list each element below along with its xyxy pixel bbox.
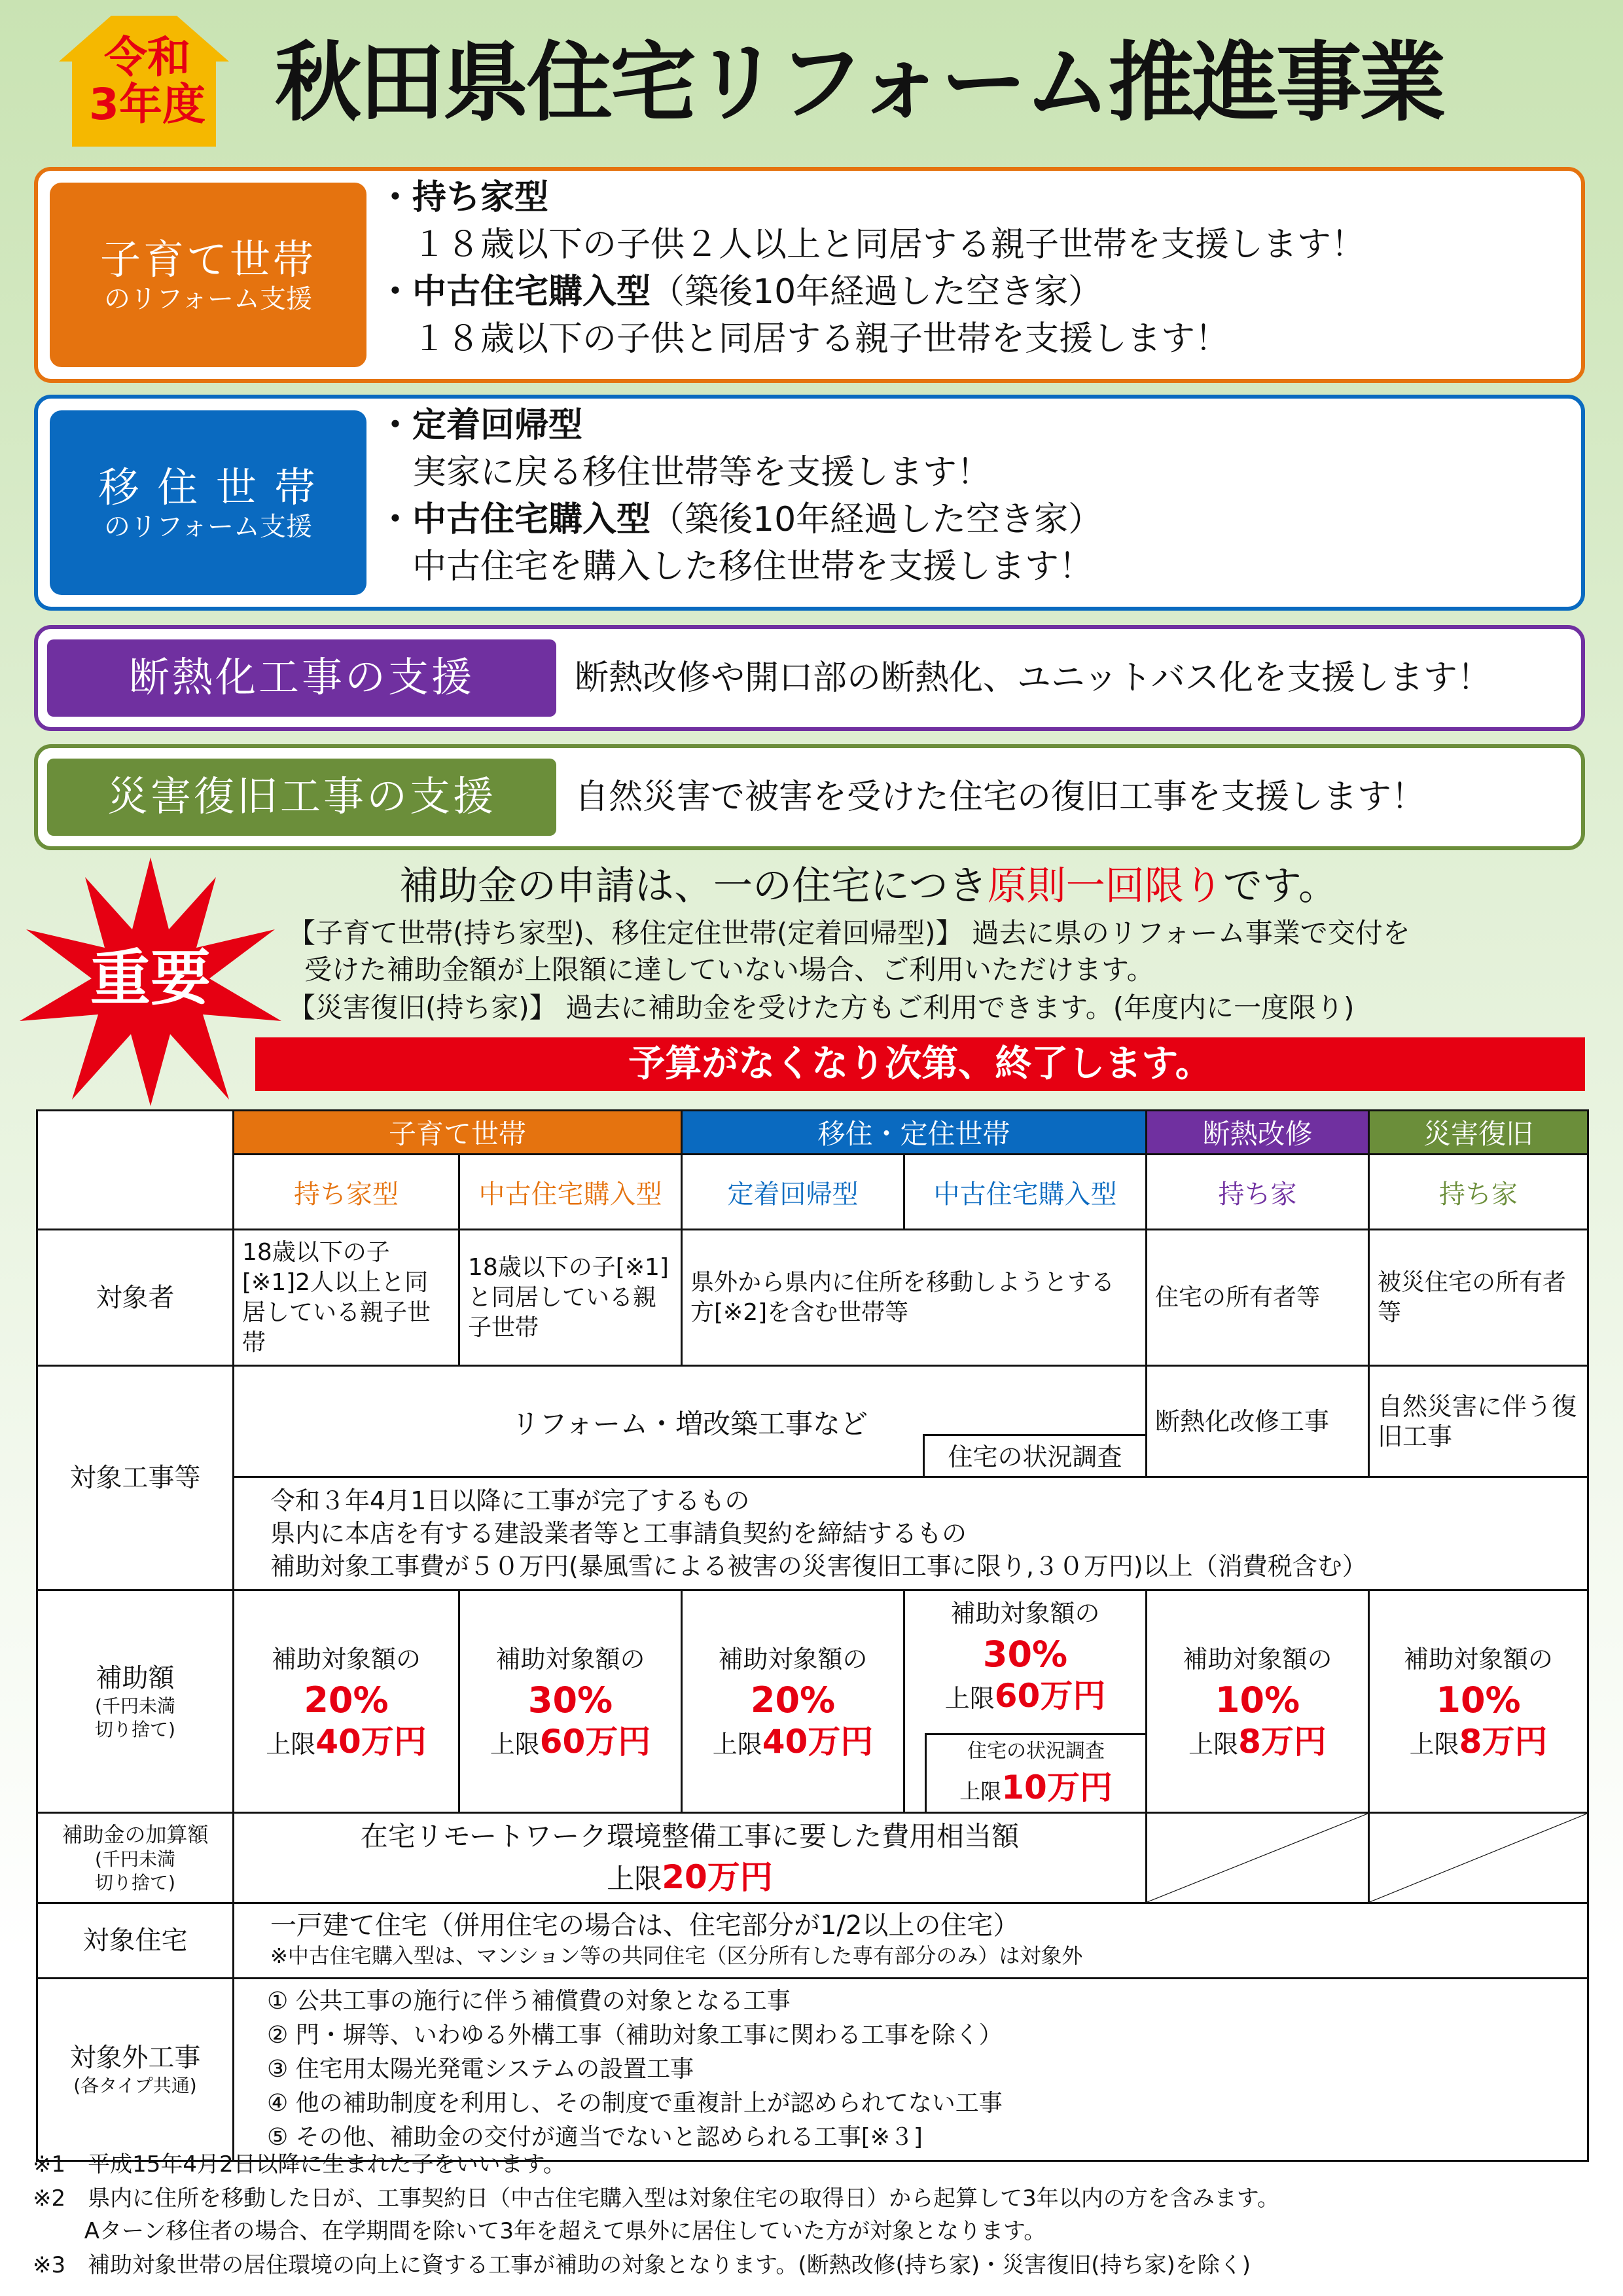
amount-cell: 補助対象額の 30% 上限60万円 住宅の状況調査 上限10万円: [904, 1590, 1147, 1813]
migration-line-4: 中古住宅を購入した移住世帯を支援します！: [378, 547, 1094, 586]
type-header-used-house-migration: 中古住宅購入型: [904, 1155, 1147, 1230]
works-condition-3: 補助対象工事費が５０万円(暴風雪による被害の災害復旧工事に限り,３０万円)以上（消費税含む）: [270, 1552, 1367, 1581]
migration-line-3: ・中古住宅購入型（築後10年経過した空き家）: [378, 500, 1103, 539]
table-corner: [37, 1111, 234, 1230]
amount-cell: 補助対象額の 10% 上限8万円: [1147, 1590, 1369, 1813]
insulation-text: 断熱改修や開口部の断熱化、ユニットバス化を支援します！: [575, 658, 1491, 698]
table-header-row-types: [37, 1155, 1588, 1230]
list-item: ① 公共工事の施行に伴う補償費の対象となる工事: [267, 1988, 791, 2015]
row-head-addon: 補助金の加算額 (千円未満 切り捨て): [37, 1813, 234, 1903]
category-childcare: [34, 167, 1585, 383]
category-insulation-label: [47, 639, 556, 717]
footnote-2-cont: Aターン移住者の場合、在学期間を除いて3年を超えて県外に居住していた方が対象となります。: [33, 2218, 1046, 2244]
works-condition-1: 令和３年4月1日以降に工事が完了するもの: [270, 1486, 750, 1515]
row-head-excluded: 対象外工事 (各タイプ共通): [37, 1979, 234, 2161]
migration-line-2: 実家に戻る移住世帯等を支援します！: [378, 453, 991, 492]
important-line-3: 【災害復旧(持ち家)】 過去に補助金を受けた方もご利用できます。(年度内に一度限り): [288, 992, 1355, 1024]
childcare-line-3: ・中古住宅購入型（築後10年経過した空き家）: [378, 272, 1103, 312]
works-condition-2: 県内に本店を有する建設業者等と工事請負契約を締結するもの: [270, 1519, 967, 1548]
housing-line-1: 一戸建て住宅（併用住宅の場合は、住宅部分が1/2以上の住宅）: [270, 1910, 1020, 1941]
works-conditions: [234, 1477, 1588, 1590]
table-row: [37, 1230, 1588, 1366]
diagonal-slash-icon: [1147, 1814, 1368, 1902]
target-cell: 住宅の所有者等: [1147, 1230, 1369, 1366]
housing-line-2: ※中古住宅購入型は、マンション等の共同住宅（区分所有した専有部分のみ）は対象外: [270, 1943, 1083, 1968]
target-cell: 県外から県内に住所を移動しようとする方[※2]を含む世帯等: [682, 1230, 1147, 1366]
era-line-1: 令和: [104, 32, 190, 82]
addon-empty-insulation: [1147, 1813, 1369, 1903]
category-migration-label: [50, 410, 366, 595]
row-head-housing: 対象住宅: [37, 1903, 234, 1979]
list-item: ⑤ その他、補助金の交付が適当でないと認められる工事[※３]: [267, 2124, 923, 2151]
row-head-targets: 対象者: [37, 1230, 234, 1366]
amount-cell: 補助対象額の 20% 上限40万円: [682, 1590, 904, 1813]
row-head-amount: 補助額 (千円未満 切り捨て): [37, 1590, 234, 1813]
works-main-cell: [234, 1366, 1147, 1477]
childcare-line-4: １８歳以下の子供と同居する親子世帯を支援します！: [378, 319, 1230, 359]
works-insulation: 断熱化改修工事: [1147, 1366, 1369, 1477]
target-cell: 被災住宅の所有者等: [1369, 1230, 1588, 1366]
works-main-text: リフォーム・増改築工事など: [512, 1408, 868, 1440]
group-header-childcare: 子育て世帯: [234, 1111, 682, 1155]
footnote-1: ※1 平成15年4月2日以降に生まれた子をいいます。: [33, 2151, 565, 2178]
page-title: 秋田県住宅リフォーム推進事業: [275, 33, 1444, 134]
group-header-migration: 移住・定住世帯: [682, 1111, 1147, 1155]
list-item: ④ 他の補助制度を利用し、その制度で重複計上が認められてない工事: [267, 2090, 1003, 2117]
amount-cell: 補助対象額の 30% 上限60万円: [459, 1590, 682, 1813]
table-row: [37, 1477, 1588, 1590]
amount-survey-box: 住宅の状況調査 上限10万円: [925, 1733, 1145, 1812]
category-childcare-sub: のリフォーム支援: [104, 284, 312, 314]
footnote-2: ※2 県内に住所を移動した日が、工事契約日（中古住宅購入型は対象住宅の取得日）から起算して3年以内の方を含みます。: [33, 2185, 1280, 2212]
type-header-insulation-owner: 持ち家: [1147, 1155, 1369, 1230]
table-row: [37, 1366, 1588, 1477]
childcare-line-2: １８歳以下の子供２人以上と同居する親子世帯を支援します！: [378, 225, 1366, 264]
category-migration-sub: のリフォーム支援: [104, 512, 312, 542]
category-disaster-label: [47, 759, 556, 836]
addon-empty-disaster: [1369, 1813, 1588, 1903]
table-header-row-groups: [37, 1111, 1588, 1155]
era-label: [72, 34, 223, 128]
category-childcare-title: 子育て世帯: [99, 236, 316, 283]
addon-cell: 在宅リモートワーク環境整備工事に要した費用相当額 上限20万円: [234, 1813, 1147, 1903]
category-insulation-title: 断熱化工事の支援: [128, 653, 474, 701]
category-migration-title: 移 住 世 帯: [98, 463, 318, 511]
list-item: ③ 住宅用太陽光発電システムの設置工事: [267, 2056, 694, 2083]
type-header-return: 定着回帰型: [682, 1155, 904, 1230]
target-cell: 18歳以下の子[※1]と同居している親子世帯: [459, 1230, 682, 1366]
works-disaster: 自然災害に伴う復旧工事: [1369, 1366, 1588, 1477]
category-disaster-title: 災害復旧工事の支援: [107, 772, 496, 820]
list-item: ② 門・塀等、いわゆる外構工事（補助対象工事に関わる工事を除く）: [267, 2022, 1003, 2049]
important-line-1: 【子育て世帯(持ち家型)、移住定住世帯(定着回帰型)】 過去に県のリフォーム事業で交付を: [288, 917, 1410, 949]
childcare-line-1: ・持ち家型: [378, 178, 549, 217]
type-header-used-house: 中古住宅購入型: [459, 1155, 682, 1230]
group-header-insulation: 断熱改修: [1147, 1111, 1369, 1155]
type-header-disaster-owner: 持ち家: [1369, 1155, 1588, 1230]
table-row: [37, 1903, 1588, 1979]
excluded-list: [234, 1979, 1588, 2161]
table-row: [37, 1590, 1588, 1813]
row-head-works: 対象工事等: [37, 1366, 234, 1590]
target-cell: 18歳以下の子[※1]2人以上と同居している親子世帯: [234, 1230, 459, 1366]
category-childcare-label: [50, 183, 366, 367]
footnote-3: ※3 補助対象世帯の居住環境の向上に資する工事が補助の対象となります。(断熱改修(持ち家)・災害復旧(持ち家)を除く): [33, 2252, 1251, 2278]
important-headline: 補助金の申請は、一の住宅につき原則一回限りです。: [399, 863, 1338, 909]
housing-cell: [234, 1903, 1588, 1979]
group-header-disaster: 災害復旧: [1369, 1111, 1588, 1155]
migration-line-1: ・定着回帰型: [378, 406, 583, 445]
diagonal-slash-icon: [1370, 1814, 1587, 1902]
disaster-text: 自然災害で被害を受けた住宅の復旧工事を支援します！: [575, 778, 1426, 817]
budget-notice-bar: 予算がなくなり次第、終了します。: [255, 1037, 1585, 1091]
table-row: [37, 1813, 1588, 1903]
important-line-2: 受けた補助金額が上限額に達していない場合、ご利用いただけます。: [304, 954, 1154, 986]
category-insulation: [34, 625, 1585, 731]
category-disaster: [34, 744, 1585, 850]
amount-cell: 補助対象額の 20% 上限40万円: [234, 1590, 459, 1813]
important-badge: 重要: [90, 943, 211, 1013]
era-line-2: 3年度: [89, 79, 205, 130]
category-migration: [34, 395, 1585, 611]
type-header-owner: 持ち家型: [234, 1155, 459, 1230]
works-survey-text: 住宅の状況調査: [923, 1434, 1145, 1476]
table-row: [37, 1979, 1588, 2161]
amount-cell: 補助対象額の 10% 上限8万円: [1369, 1590, 1588, 1813]
subsidy-table: [36, 1109, 1589, 2162]
